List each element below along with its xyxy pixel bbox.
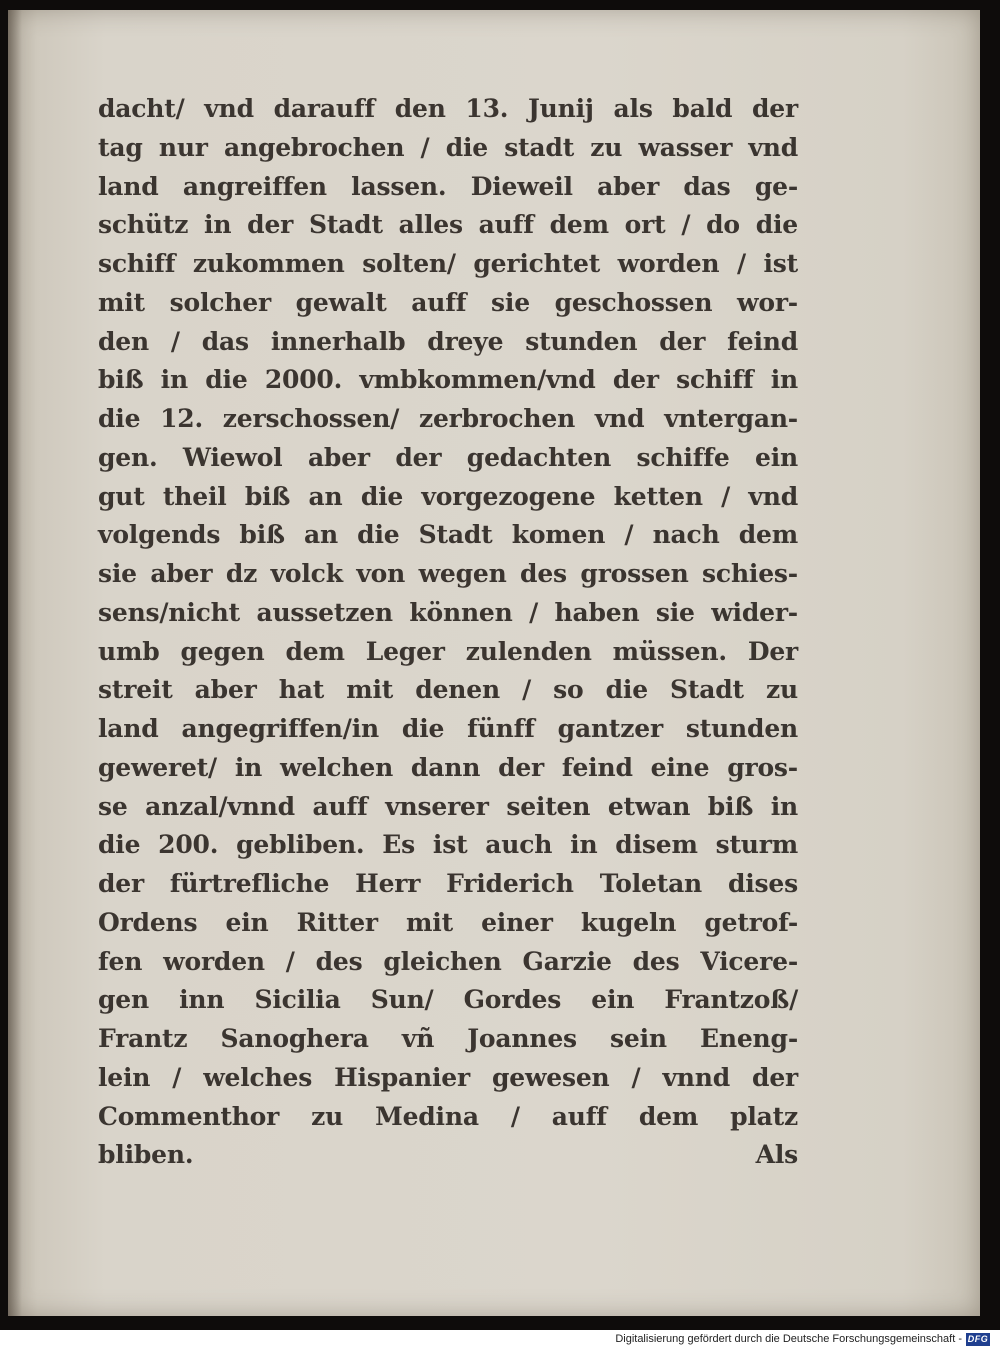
book-page — [8, 10, 980, 1316]
text-line: streit aber hat mit denen / so die Stadt zu — [98, 675, 798, 705]
text-line: Frantz Sanoghera vñ Joannes sein Eneng- — [98, 1024, 798, 1053]
text-line: Ordens ein Ritter mit einer kugeln getrof- — [98, 907, 798, 937]
text-line: schütz in der Stadt alles auff dem ort / do die — [98, 210, 798, 240]
text-line: volgends biß an die Stadt komen / nach dem — [98, 520, 798, 550]
text-line: geweret/ in welchen dann der feind eine gros- — [98, 752, 798, 782]
digitization-footer — [0, 1330, 1000, 1351]
text-line: gen. Wiewol aber der gedachten schiffe ein — [98, 442, 798, 472]
text-line: sie aber dz volck von wegen des grossen schies- — [98, 559, 798, 588]
text-line: biß in die 2000. vmbkommen/vnd der schiff in — [98, 365, 798, 395]
text-line: Commenthor zu Medina / auff dem platz — [98, 1101, 798, 1131]
text-line: der fürtrefliche Herr Friderich Toletan dises — [98, 869, 798, 898]
text-line: schiff zukommen solten/ gerichtet worden / ist — [98, 249, 798, 278]
last-text-line — [98, 1136, 798, 1175]
text-line: lein / welches Hispanier gewesen / vnnd der — [98, 1062, 798, 1092]
funding-credit: Digitalisierung gefördert durch die Deutsche Forschungsgemeinschaft - — [615, 1333, 962, 1345]
page-gutter-shadow — [8, 10, 22, 1316]
text-line: tag nur angebrochen / die stadt zu wasser vnd — [98, 132, 798, 162]
dfg-logo[interactable]: DFG — [967, 1334, 989, 1344]
text-line: dacht/ vnd darauff den 13. Junij als bald der — [98, 94, 798, 123]
catchword: Als — [755, 1140, 798, 1170]
text-line-content: bliben. — [98, 1140, 194, 1170]
text-line: fen worden / des gleichen Garzie des Vicere- — [98, 946, 798, 976]
text-line: gen inn Sicilia Sun/ Gordes ein Frantzoß/ — [98, 985, 798, 1015]
text-line: die 200. gebliben. Es ist auch in disem sturm — [98, 830, 798, 860]
text-line: sens/nicht aussetzen können / haben sie wider- — [98, 597, 798, 627]
text-line: mit solcher gewalt auff sie geschossen wor- — [98, 287, 798, 317]
text-line: die 12. zerschossen/ zerbrochen vnd vntergan- — [98, 404, 798, 433]
text-line: den / das innerhalb dreye stunden der feind — [98, 326, 798, 356]
text-line: umb gegen dem Leger zulenden müssen. Der — [98, 636, 798, 666]
page-text — [98, 90, 798, 1175]
text-line: land angreiffen lassen. Dieweil aber das ge- — [98, 171, 798, 201]
text-line: land angegriffen/in die fünff gantzer stunden — [98, 714, 798, 743]
text-line: se anzal/vnnd auff vnserer seiten etwan biß in — [98, 791, 798, 821]
text-line: gut theil biß an die vorgezogene ketten / vnd — [98, 481, 798, 511]
